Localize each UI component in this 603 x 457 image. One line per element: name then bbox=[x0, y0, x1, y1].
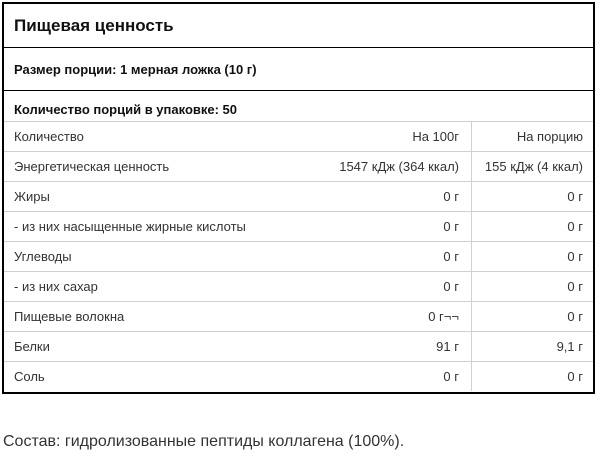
table-row-carbs bbox=[4, 241, 593, 271]
panel-title: Пищевая ценность bbox=[4, 4, 593, 48]
row-name: - из них сахар bbox=[14, 279, 98, 294]
table-row-energy bbox=[4, 151, 593, 181]
row-portion: 0 г bbox=[567, 249, 583, 264]
nutrition-panel bbox=[2, 2, 595, 394]
table-row-salt bbox=[4, 361, 593, 391]
row-portion: 9,1 г bbox=[556, 339, 583, 354]
row-name: - из них насыщенные жирные кислоты bbox=[14, 219, 246, 234]
composition-text: Состав: гидролизованные пептиды коллагена (100%). bbox=[3, 433, 405, 450]
row-per100: 0 г bbox=[337, 272, 472, 301]
row-per100: 0 г bbox=[337, 362, 472, 391]
table-row-fat bbox=[4, 181, 593, 211]
row-portion: 0 г bbox=[567, 189, 583, 204]
servings-per-pack: Количество порций в упаковке: 50 bbox=[14, 102, 238, 117]
table-row-sugar bbox=[4, 271, 593, 301]
row-per100: 0 г bbox=[337, 182, 472, 211]
header-name: Количество bbox=[14, 129, 84, 144]
header-per100: На 100г bbox=[337, 122, 472, 151]
row-name: Жиры bbox=[14, 189, 50, 204]
serving-size: Размер порции: 1 мерная ложка (10 г) bbox=[4, 48, 593, 91]
row-per100: 0 г bbox=[337, 212, 472, 241]
header-portion: На порцию bbox=[516, 129, 583, 144]
row-name: Пищевые волокна bbox=[14, 309, 125, 324]
row-name: Белки bbox=[14, 339, 50, 354]
row-per100: 91 г bbox=[337, 332, 472, 361]
row-name: Углеводы bbox=[14, 249, 72, 264]
row-per100: 0 г¬¬ bbox=[337, 302, 472, 331]
row-per100: 1547 кДж (364 ккал) bbox=[337, 152, 472, 181]
nutrition-table bbox=[4, 121, 593, 391]
row-name: Энергетическая ценность bbox=[14, 159, 170, 174]
table-header-row bbox=[4, 121, 593, 151]
table-row-fiber bbox=[4, 301, 593, 331]
row-portion: 155 кДж (4 ккал) bbox=[484, 159, 583, 174]
row-portion: 0 г bbox=[567, 309, 583, 324]
table-row-protein bbox=[4, 331, 593, 361]
row-portion: 0 г bbox=[567, 279, 583, 294]
row-portion: 0 г bbox=[567, 219, 583, 234]
row-per100: 0 г bbox=[337, 242, 472, 271]
table-row-saturated-fat bbox=[4, 211, 593, 241]
row-name: Соль bbox=[14, 369, 45, 384]
row-portion: 0 г bbox=[567, 369, 583, 384]
